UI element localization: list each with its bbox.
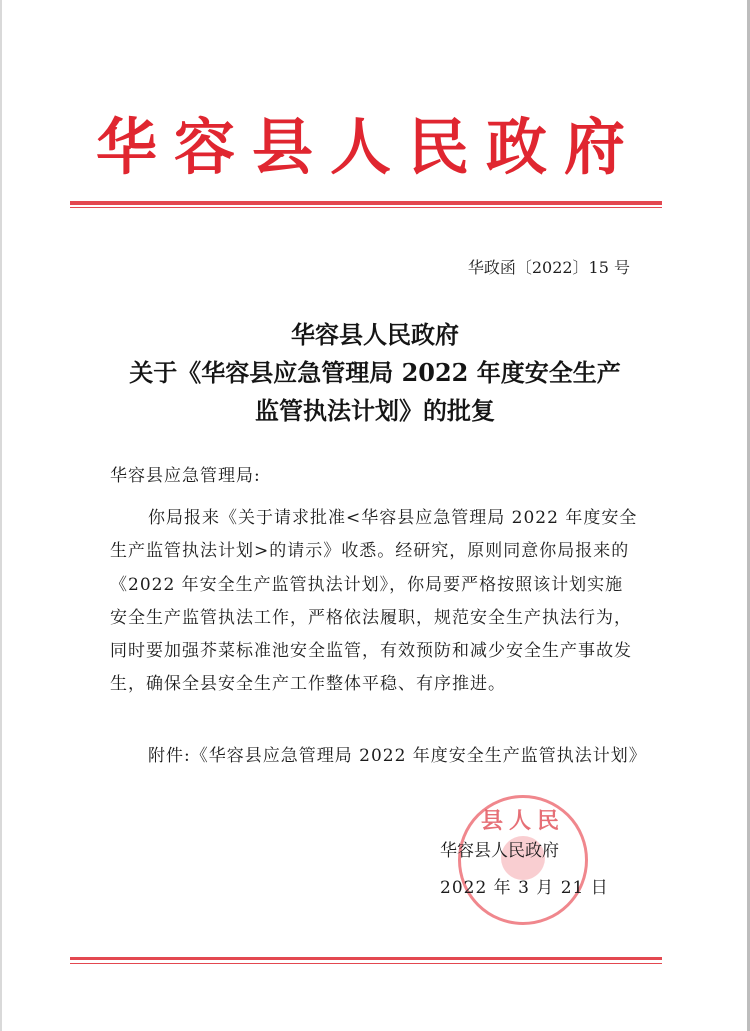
body-paragraph: 你局报来《关于请求批准<华容县应急管理局 2022 年度安全生产监管执法计划>的请示》收悉。经研究，原则同意你局报来的《2022 年安全生产监管执法计划》，你局要严格按照该计划实施安全生产监管执法工作，严格依法履职，规范安全生产执法行为，同时要加强芥菜标准池安全监管，有效预防和减少安全生产事故发生，确保全县安全生产工作整体平稳、有序推进。	[110, 508, 638, 695]
signature-date: 2022 年 3 月 21 日	[440, 878, 609, 898]
page-edge	[0, 0, 2, 1031]
title-line-3: 监管执法计划》的批复	[255, 396, 495, 425]
attachment-note: 附件:《华容县应急管理局 2022 年度安全生产监管执法计划》	[148, 746, 647, 766]
seal-text: 县人民	[480, 808, 565, 834]
document-title	[60, 316, 690, 430]
title-line-2: 关于《华容县应急管理局 2022 年度安全生产	[129, 358, 621, 387]
title-line-1: 华容县人民政府	[291, 320, 459, 349]
addressee: 华容县应急管理局:	[110, 466, 261, 486]
footer-red-rule	[70, 957, 662, 960]
document-number: 华政函〔2022〕15 号	[467, 258, 630, 277]
signature-organization: 华容县人民政府	[440, 841, 559, 861]
footer-red-rule-thin	[70, 963, 662, 964]
masthead-red-rule-thin	[70, 207, 662, 208]
masthead-red-rule	[70, 201, 662, 205]
masthead-title: 华容县人民政府	[96, 112, 643, 183]
